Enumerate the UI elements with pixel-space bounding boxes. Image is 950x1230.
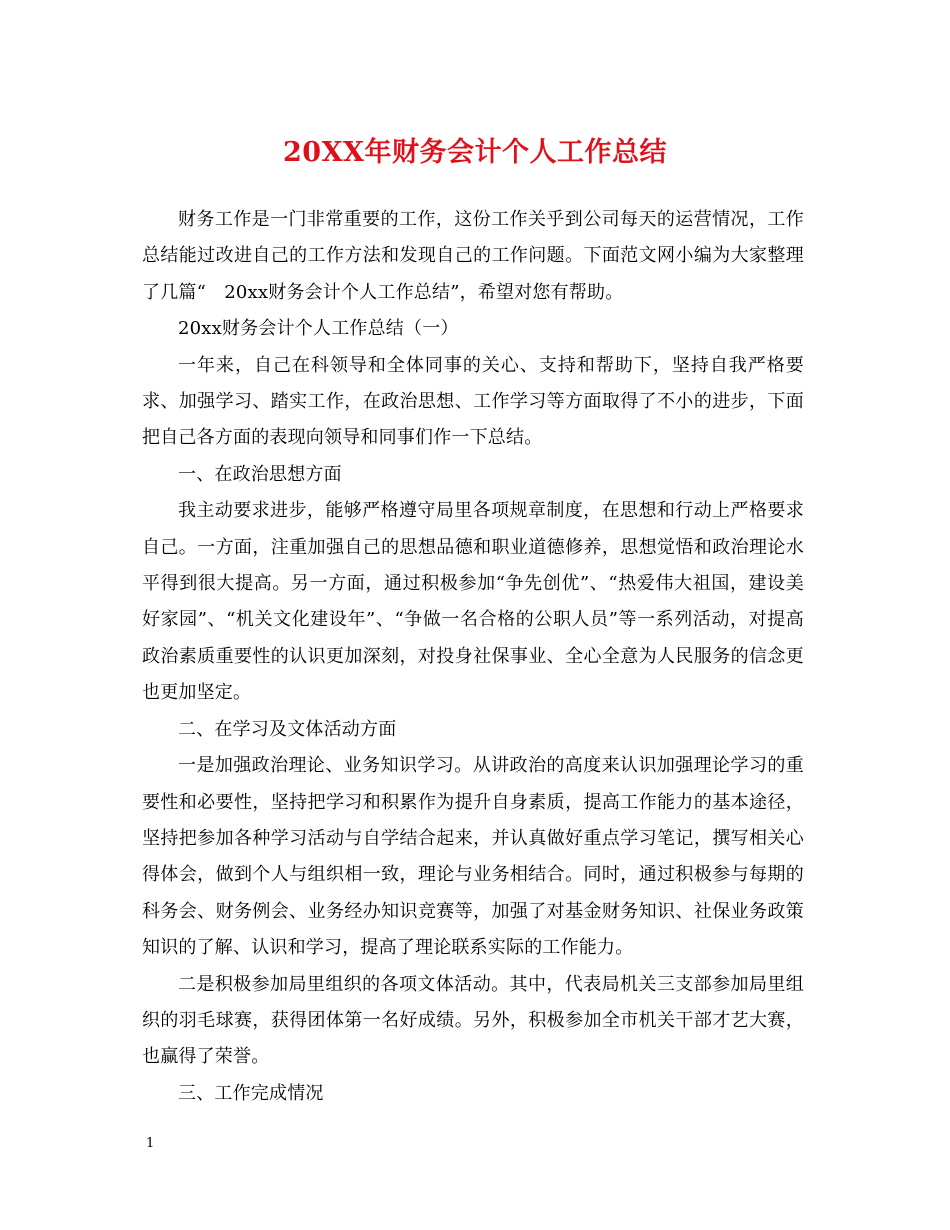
document-title: 20XX年财务会计个人工作总结 (283, 137, 667, 168)
section-heading-politics: 一、在政治思想方面 (178, 463, 342, 485)
paragraph-overview: 一年来，自己在科领导和全体同事的关心、支持和帮助下，坚持自我严格要求、加强学习、踏实工作，在政治思想、工作学习等方面取得了不小的进步，下面把自己各方面的表现向领导和同事们作一下总结。 (142, 354, 804, 449)
subtitle-part-one: 20xx财务会计个人工作总结（一） (178, 318, 459, 340)
paragraph-study: 一是加强政治理论、业务知识学习。从讲政治的高度来认识加强理论学习的重要性和必要性，坚持把学习和积累作为提升自身素质，提高工作能力的基本途径，坚持把参加各种学习活动与自学结合起来，并认真做好重点学习笔记，撰写相关心得体会，做到个人与组织相一致，理论与业务相结合。同时，通过积极参与每期的科务会、财务例会、业务经办知识竞赛等，加强了对基金财务知识、社保业务政策知识的了解、认识和学习，提高了理论联系实际的工作能力。 (142, 755, 804, 959)
paragraph-activities: 二是积极参加局里组织的各项文体活动。其中，代表局机关三支部参加局里组织的羽毛球赛，获得团体第一名好成绩。另外，积极参加全市机关干部才艺大赛，也赢得了荣誉。 (142, 973, 804, 1068)
section-heading-work: 三、工作完成情况 (178, 1082, 324, 1104)
paragraph-intro: 财务工作是一门非常重要的工作，这份工作关乎到公司每天的运营情况，工作总结能过改进自己的工作方法和发现自己的工作问题。下面范文网小编为大家整理了几篇“ 20xx财务会计个人工作总结”，希望对您有帮助。 (142, 209, 804, 303)
document-body (142, 202, 804, 1112)
paragraph-politics: 我主动要求进步，能够严格遵守局里各项规章制度，在思想和行动上严格要求自己。一方面，注重加强自己的思想品德和职业道德修养，思想觉悟和政治理论水平得到很大提高。另一方面，通过积极参加“争先创优”、“热爱伟大祖国，建设美好家园”、“机关文化建设年”、“争做一名合格的公职人员”等一系列活动，对提高政治素质重要性的认识更加深刻，对投身社保事业、全心全意为人民服务的信念更也更加坚定。 (142, 500, 804, 704)
page-number: 1 (146, 1136, 155, 1151)
section-heading-study: 二、在学习及文体活动方面 (178, 718, 397, 740)
